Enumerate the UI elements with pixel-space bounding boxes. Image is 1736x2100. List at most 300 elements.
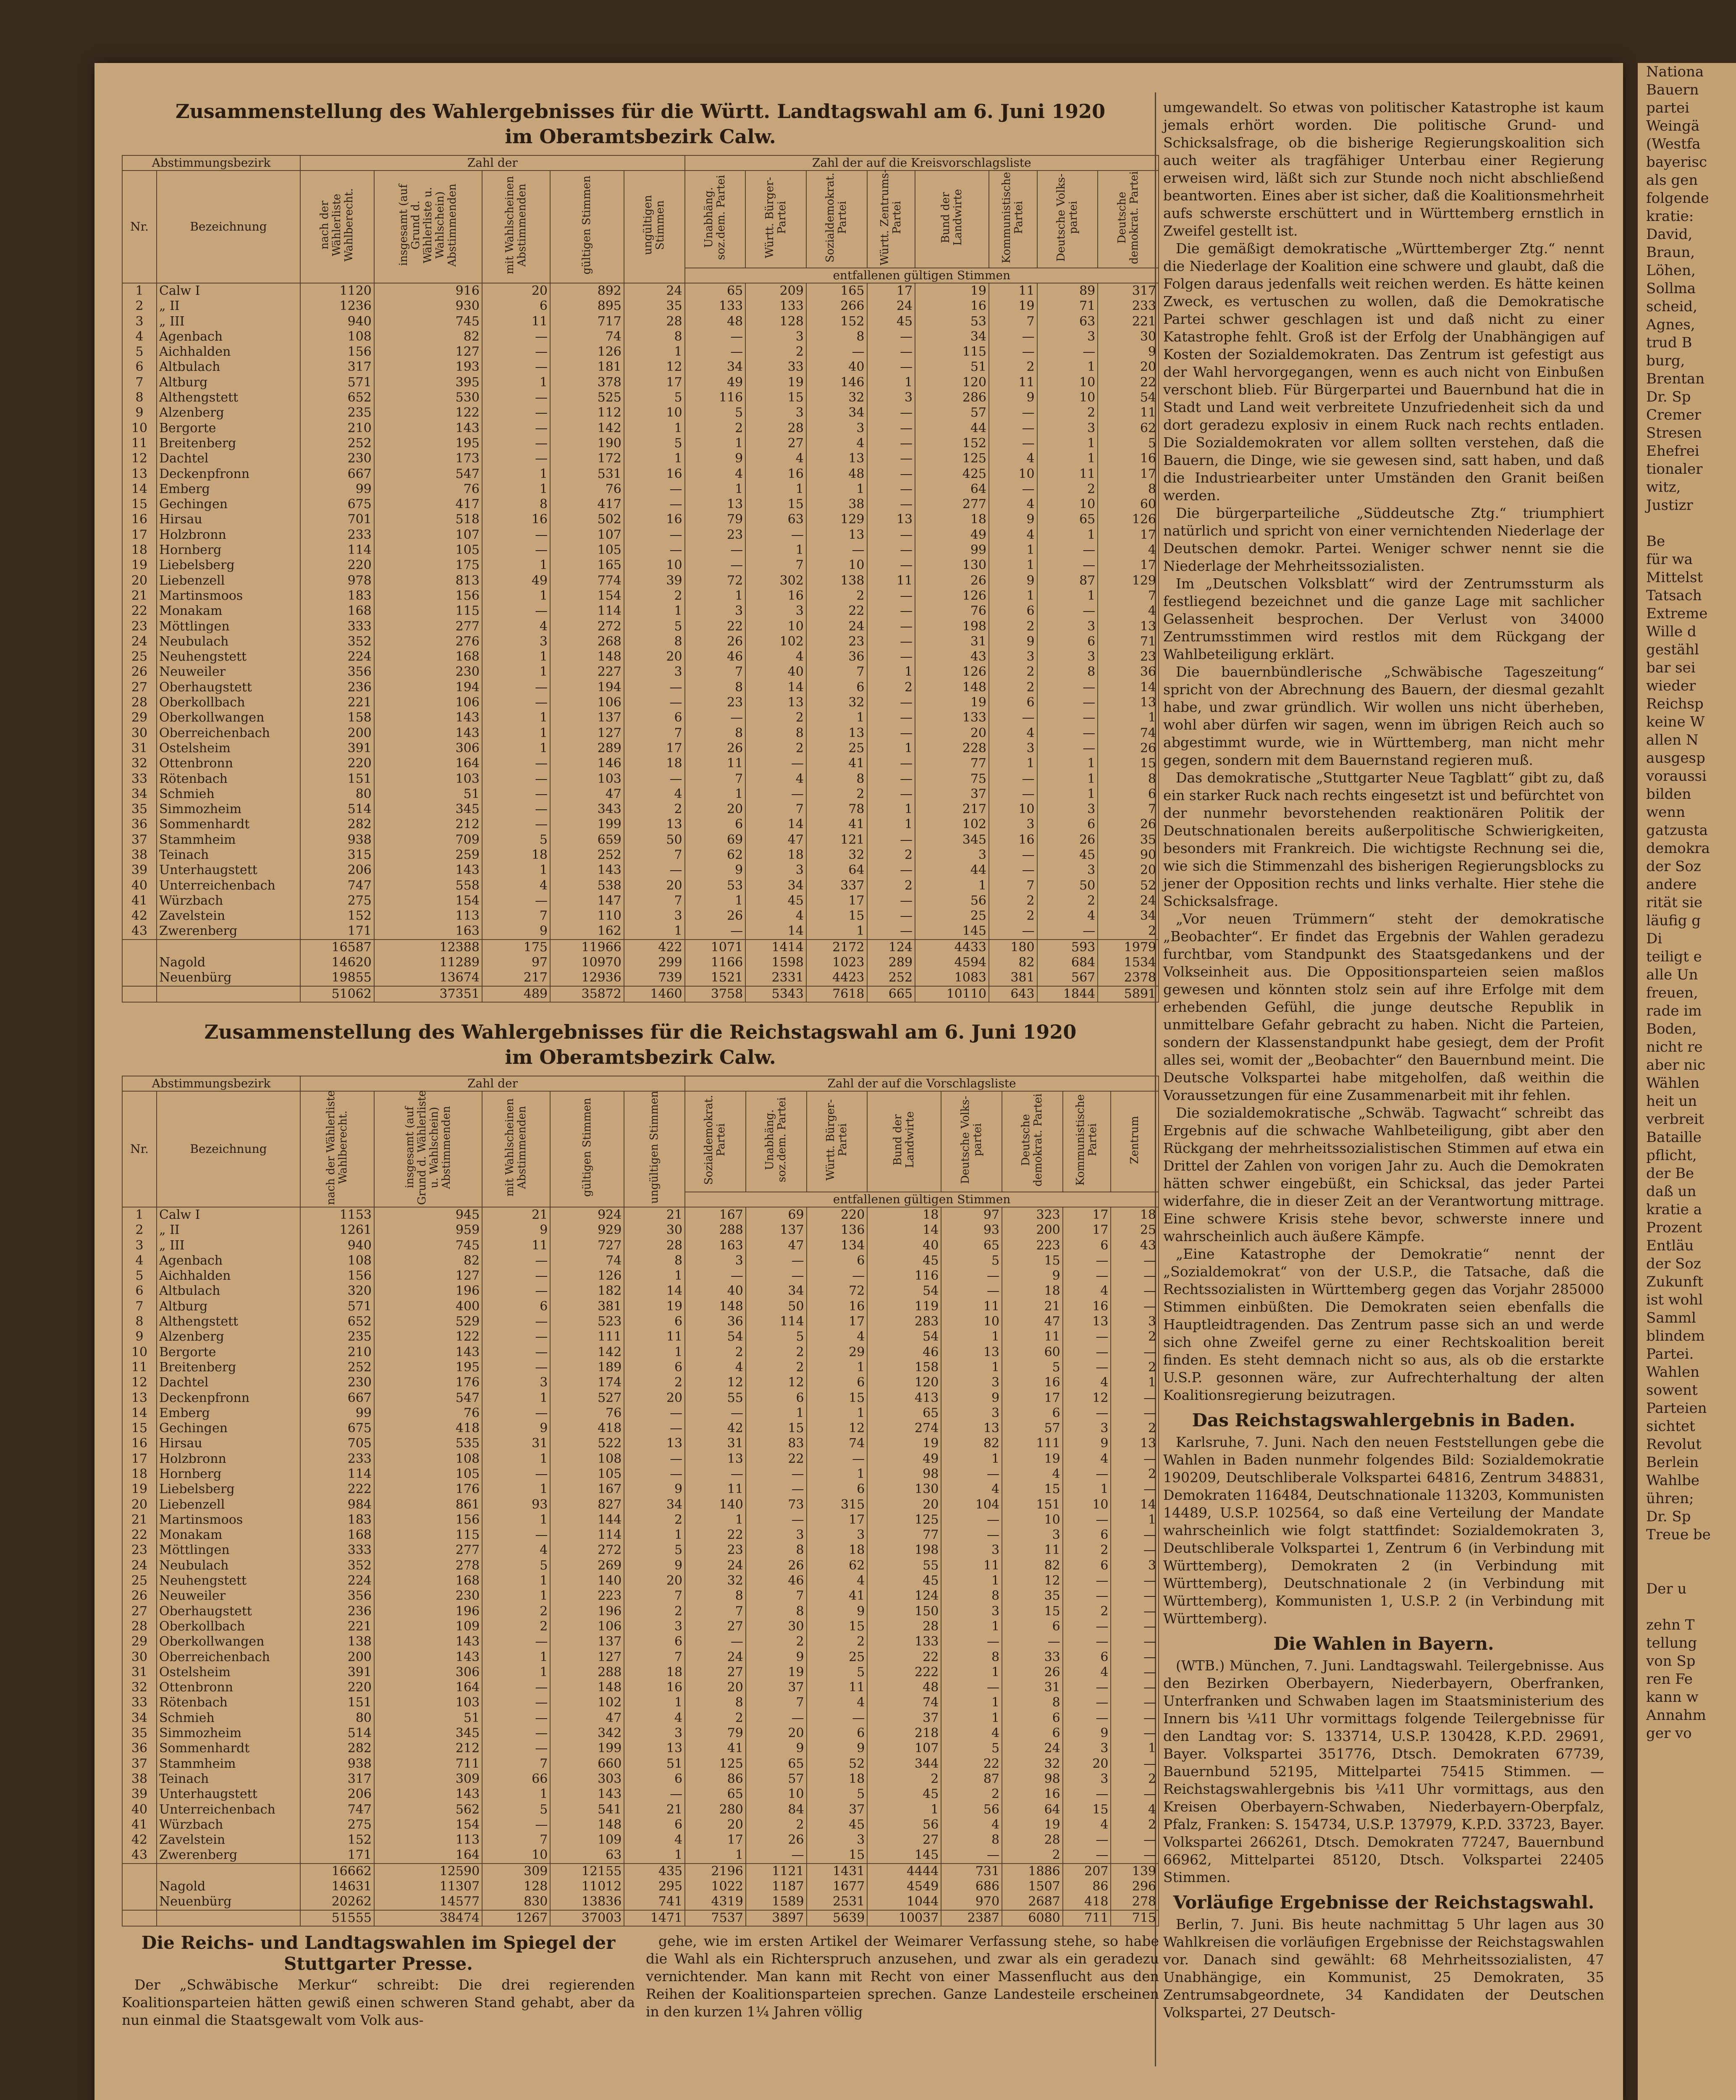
table-row [122, 1772, 1159, 1787]
table-cell: Würzbach [157, 893, 300, 908]
table-cell: 6 [807, 1482, 868, 1497]
table-cell: 31 [482, 1436, 550, 1451]
column-header-label: Deutsche Volks-partei [1054, 173, 1080, 262]
table-cell: 134 [807, 1238, 868, 1253]
table-cell: — [1063, 1832, 1111, 1848]
table-cell: 23 [1098, 649, 1159, 664]
table-cell: 15 [806, 908, 867, 924]
table-cell: 1 [482, 664, 550, 680]
table-cell: 36 [122, 1741, 157, 1756]
column-header-label: mit Wahlscheinen Abstimmenden [503, 1098, 529, 1197]
table-cell: 12 [1002, 1573, 1063, 1588]
table-cell: 50 [624, 832, 685, 848]
table-cell: 26 [915, 573, 989, 588]
table-cell: 38 [122, 848, 157, 863]
table-cell: 35 [1002, 1588, 1063, 1604]
table-cell: 323 [1002, 1207, 1063, 1223]
table-cell: 8 [746, 1543, 807, 1558]
table-cell: 181 [550, 360, 624, 375]
table-cell: 381 [550, 1299, 624, 1314]
table-row [122, 634, 1159, 649]
table-row [122, 283, 1159, 299]
table-cell: 26 [1098, 817, 1159, 832]
table-cell: Monakam [157, 1528, 300, 1543]
table-cell: Aichhalden [157, 344, 300, 360]
table-row [122, 375, 1159, 390]
table-cell: — [624, 1787, 685, 1802]
table-cell: 945 [374, 1207, 482, 1223]
table-cell: 105 [550, 543, 624, 558]
table-cell: 236 [300, 1604, 374, 1619]
table-cell: 1979 [1098, 940, 1159, 955]
table-cell: 299 [624, 955, 685, 970]
table-cell: 8 [941, 1832, 1002, 1848]
table-cell: — [1111, 1726, 1159, 1741]
table-cell: 4 [745, 451, 806, 466]
table-cell: 984 [300, 1497, 374, 1512]
table-cell: Martinsmoos [157, 1512, 300, 1528]
table-cell: Ottenbronn [157, 756, 300, 771]
table-cell: 2 [482, 1604, 550, 1619]
adjacent-page-line: Wahlen [1646, 1364, 1700, 1381]
table-cell: Liebenzell [157, 573, 300, 588]
table-cell: 148 [685, 1299, 746, 1314]
table-cell: 6 [807, 1253, 868, 1268]
table-cell: 2 [1111, 1421, 1159, 1436]
table-cell: 146 [550, 756, 624, 771]
table-cell: 37 [807, 1802, 868, 1817]
table-cell: 74 [550, 1253, 624, 1268]
table-cell: 26 [685, 741, 746, 756]
table-row [122, 405, 1159, 420]
table-cell: 9 [746, 1650, 807, 1665]
table-cell: — [1111, 1299, 1159, 1314]
table-cell: 5 [624, 436, 685, 451]
adjacent-page-edge [1638, 63, 1736, 2100]
table-cell: 20 [624, 1391, 685, 1406]
table-cell: — [989, 344, 1037, 360]
table-cell: 34 [1098, 908, 1159, 924]
adjacent-page-line: Justizr [1646, 497, 1693, 514]
table-cell: 4 [745, 772, 806, 787]
table-cell: 1460 [624, 986, 685, 1002]
adjacent-page-line [1638, 1544, 1736, 1562]
table-cell: 2 [685, 1345, 746, 1360]
table-cell: 711 [374, 1756, 482, 1772]
table-cell: 418 [550, 1421, 624, 1436]
table-cell: 72 [685, 573, 746, 588]
table-cell: 133 [745, 299, 806, 314]
table-cell: 19855 [300, 970, 374, 986]
table-cell: 6 [685, 817, 746, 832]
table-cell: — [624, 1421, 685, 1436]
table-cell: 21 [624, 1802, 685, 1817]
table-cell: 6 [1002, 1726, 1063, 1741]
table-cell: 21 [1002, 1299, 1063, 1314]
table-cell: 309 [482, 1864, 550, 1879]
table-cell: — [624, 497, 685, 512]
table-cell: 206 [300, 1787, 374, 1802]
table-cell: „ II [157, 299, 300, 314]
table-cell: 1 [482, 1573, 550, 1588]
table-cell: 5 [122, 1268, 157, 1284]
table-cell: 126 [915, 664, 989, 680]
table-cell: 938 [300, 1756, 374, 1772]
table-cell: — [1063, 1329, 1111, 1344]
table-cell: Sommenhardt [157, 1741, 300, 1756]
table-cell: — [867, 908, 915, 924]
table-cell: 1534 [1098, 955, 1159, 970]
table-cell: 288 [550, 1665, 624, 1680]
table-cell: — [867, 451, 915, 466]
table-cell: 93 [941, 1223, 1002, 1238]
table-cell: 5 [685, 405, 746, 420]
table-cell: 154 [550, 588, 624, 604]
table-cell: 207 [1063, 1864, 1111, 1879]
table-cell: 1261 [300, 1223, 374, 1238]
table-cell: 45 [867, 1787, 941, 1802]
table-cell: 283 [867, 1314, 941, 1329]
table-cell: 1 [482, 1512, 550, 1528]
table-cell: 547 [374, 1391, 482, 1406]
adjacent-page-line: Bauern [1646, 81, 1699, 98]
table-cell: 64 [915, 482, 989, 497]
table-cell: 51 [624, 1756, 685, 1772]
table-cell: 126 [550, 1268, 624, 1284]
table-cell: 27 [685, 1665, 746, 1680]
table-cell: 2 [746, 1634, 807, 1649]
table-cell: 16587 [300, 940, 374, 955]
table-cell: — [1111, 1391, 1159, 1406]
table-cell: 210 [300, 1345, 374, 1360]
table-cell: 9 [941, 1391, 1002, 1406]
table-cell: — [482, 1695, 550, 1710]
table-cell: 3 [989, 817, 1037, 832]
table-cell: — [1111, 1650, 1159, 1665]
table-cell: 1 [685, 436, 746, 451]
table-cell: 5 [482, 1802, 550, 1817]
table-cell: Ottenbronn [157, 1680, 300, 1695]
table-cell: 28 [122, 1619, 157, 1634]
table-cell: 76 [374, 1406, 482, 1421]
table-cell: Simmozheim [157, 802, 300, 817]
table-cell: — [867, 863, 915, 878]
table-cell: 2 [1037, 405, 1098, 420]
adjacent-page-line: Be [1646, 533, 1665, 550]
table-cell: 1 [941, 1695, 1002, 1710]
table-cell: 17 [807, 1512, 868, 1528]
table-cell: — [685, 1467, 746, 1482]
table-cell: 11 [867, 573, 915, 588]
table-cell: 220 [300, 558, 374, 573]
adjacent-page-line: verbreit [1646, 1111, 1705, 1128]
table-cell: 183 [300, 588, 374, 604]
table-cell: 51 [915, 360, 989, 375]
table-cell: 1 [624, 1528, 685, 1543]
table-cell: 1 [624, 604, 685, 619]
table-cell: 24 [806, 619, 867, 634]
table-cell: 3 [1037, 421, 1098, 436]
table-cell: — [989, 436, 1037, 451]
table-cell: — [989, 924, 1037, 939]
table-cell: 1677 [807, 1879, 868, 1894]
table-cell: 63 [745, 512, 806, 527]
table-cell: 3 [807, 1528, 868, 1543]
table-cell: 1 [482, 1665, 550, 1680]
table-cell: 252 [550, 848, 624, 863]
table-cell: 4 [1063, 1817, 1111, 1832]
table-row [122, 695, 1159, 710]
table-cell: 38 [122, 1772, 157, 1787]
table-cell: 320 [300, 1284, 374, 1299]
table-cell: 24 [685, 1650, 746, 1665]
table-cell: 288 [685, 1223, 746, 1238]
column-header [867, 1091, 941, 1192]
table-cell: — [867, 710, 915, 725]
article-paragraph: Die bürgerparteiliche „Süddeutsche Ztg.“ triumphiert natürlich und spricht von einer vernichtenden Niederlage der Deutschen demokr. Partei. Weniger schwer nennt sie die Niederlage der Mehrheitssozialisten. [1163, 505, 1604, 574]
table-cell: 8 [941, 1588, 1002, 1604]
table-row [122, 710, 1159, 725]
table-cell: 82 [941, 1436, 1002, 1451]
table-row [122, 1238, 1159, 1253]
column-header-label: Württ. Bürger-Partei [824, 1099, 849, 1181]
table-cell: 156 [374, 1512, 482, 1528]
table-cell: 156 [374, 588, 482, 604]
table-cell: Oberkollwangen [157, 710, 300, 725]
table-cell: 7 [685, 664, 746, 680]
table-cell: 14 [745, 817, 806, 832]
table-cell: — [1002, 1634, 1063, 1649]
column-header [624, 171, 685, 283]
table-cell: 76 [915, 604, 989, 619]
table-cell: 2 [867, 878, 915, 893]
table-cell: 106 [550, 1619, 624, 1634]
table-cell: — [1111, 1711, 1159, 1726]
column-header-label: Kommunistische Partei [1074, 1094, 1099, 1186]
table-cell: 1431 [807, 1864, 868, 1879]
table-cell: 140 [685, 1497, 746, 1512]
table-cell: — [482, 405, 550, 420]
table-cell: 1 [915, 878, 989, 893]
adjacent-page-line: Extreme [1646, 605, 1708, 622]
table-cell: 395 [374, 375, 482, 390]
header-entfallen: entfallenen gültigen Stimmen [685, 1192, 1159, 1207]
table-cell: 259 [374, 848, 482, 863]
table-cell: 12 [685, 1375, 746, 1390]
table-cell: Oberreichenbach [157, 726, 300, 741]
table-cell: 90 [1098, 848, 1159, 863]
table-cell: 8 [685, 726, 746, 741]
table-cell: Teinach [157, 1772, 300, 1787]
table-cell: 143 [550, 863, 624, 878]
table-cell: — [867, 482, 915, 497]
table-cell: 10 [122, 1345, 157, 1360]
table-cell: 717 [550, 314, 624, 329]
table-cell: — [1037, 543, 1098, 558]
table-cell: 4 [807, 1573, 868, 1588]
table-cell: 111 [550, 1329, 624, 1344]
table-cell: 20 [122, 573, 157, 588]
table-cell: 56 [941, 1802, 1002, 1817]
table-row [122, 1512, 1159, 1528]
adjacent-page-line: Partei. [1646, 1346, 1694, 1362]
table-cell: 745 [374, 314, 482, 329]
table-cell: 22 [1098, 375, 1159, 390]
column-header [746, 1091, 807, 1192]
header-row [122, 155, 1159, 171]
table-cell: 5 [1002, 1360, 1063, 1375]
table-cell: 3 [624, 664, 685, 680]
table-cell: 46 [685, 649, 746, 664]
table-cell: 5 [941, 1253, 1002, 1268]
table-cell: — [745, 787, 806, 802]
table-cell: 1 [989, 543, 1037, 558]
table-cell: — [1037, 695, 1098, 710]
table-cell: 52 [807, 1756, 868, 1772]
presse-text-b: gehe, wie im ersten Artikel der Weimarer Verfassung stehe, so habe die Wahl als ein Richterspruch anzusehen, und zwar als ein geradezu vernichtender. Man kann mit Recht von einer Massenflucht aus den Reihen der Koalitionsparteien sprechen. Ganze Landesteile erscheinen in den kurzen 1¼ Jahren völlig [646, 1932, 1159, 2020]
table-row [122, 908, 1159, 924]
adjacent-page-line: David, [1646, 226, 1693, 243]
table-cell: 43 [915, 649, 989, 664]
table-cell: — [1111, 1573, 1159, 1588]
table-cell: 76 [550, 482, 624, 497]
table-cell: Schmieh [157, 1711, 300, 1726]
table-cell: Unterreichenbach [157, 1802, 300, 1817]
table-cell: — [1037, 344, 1098, 360]
table-cell: 4 [806, 436, 867, 451]
table-cell: 28 [624, 314, 685, 329]
adjacent-page-line: kratie a [1646, 1201, 1702, 1218]
table-cell: 295 [624, 1879, 685, 1894]
table-cell: 940 [300, 314, 374, 329]
table-cell: — [989, 405, 1037, 420]
table-cell: 9 [482, 1223, 550, 1238]
table-cell: 489 [482, 986, 550, 1002]
table-cell: 230 [300, 451, 374, 466]
table-cell: 6 [1037, 634, 1098, 649]
table-cell: 32 [122, 756, 157, 771]
table-cell: 10110 [915, 986, 989, 1002]
table-cell: — [941, 1284, 1002, 1299]
table-cell: 47 [746, 1238, 807, 1253]
table-cell: — [685, 344, 746, 360]
column-header-label: ungültigen Stimmen [648, 1091, 661, 1204]
table-cell: — [867, 497, 915, 512]
table-cell: 31 [685, 1436, 746, 1451]
table-cell: 142 [550, 421, 624, 436]
total-row [122, 1910, 1159, 1926]
table-cell: — [1063, 1512, 1111, 1528]
table-cell: 26 [746, 1558, 807, 1573]
table-cell: — [1111, 1756, 1159, 1772]
table-cell: 152 [300, 1832, 374, 1848]
table-cell: 435 [624, 1864, 685, 1879]
table-cell: 33 [122, 1695, 157, 1710]
table-cell: — [482, 1268, 550, 1284]
table-cell: — [685, 543, 746, 558]
table-cell: 4423 [806, 970, 867, 986]
table-cell: — [746, 1268, 807, 1284]
table-cell: 19 [122, 1482, 157, 1497]
table-cell: 352 [300, 634, 374, 649]
table-cell: 3 [746, 1528, 807, 1543]
table-cell: 667 [300, 1391, 374, 1406]
table-cell: — [685, 1634, 746, 1649]
table-cell: 40 [122, 1802, 157, 1817]
table-cell: 13 [1098, 619, 1159, 634]
adjacent-page-line: voraussi [1646, 768, 1707, 785]
table-cell: 47 [550, 787, 624, 802]
table-cell [122, 1910, 157, 1926]
table-cell: 156 [300, 1268, 374, 1284]
table-cell: 303 [550, 1772, 624, 1787]
table-cell: 11 [122, 436, 157, 451]
table-cell: 727 [550, 1238, 624, 1253]
table-cell: 172 [550, 451, 624, 466]
table-cell: 3 [1063, 1421, 1111, 1436]
table-cell: 126 [1098, 512, 1159, 527]
table-cell: 104 [941, 1497, 1002, 1512]
table-cell: 277 [374, 1543, 482, 1558]
table-cell: 18 [482, 848, 550, 863]
adjacent-page-line: Annahm [1646, 1707, 1706, 1724]
table-cell: 150 [867, 1604, 941, 1619]
table-cell: 65 [1037, 512, 1098, 527]
table-cell: 1 [624, 1268, 685, 1284]
table-cell: Hornberg [157, 1467, 300, 1482]
table-cell: 86 [685, 1772, 746, 1787]
table-cell: 143 [374, 1787, 482, 1802]
table-cell: 278 [374, 1558, 482, 1573]
table-cell: Altburg [157, 375, 300, 390]
table-row [122, 1604, 1159, 1619]
table-cell: Möttlingen [157, 619, 300, 634]
table-cell: 6 [1002, 1619, 1063, 1634]
table-cell: 49 [482, 573, 550, 588]
table-cell: 9 [989, 390, 1037, 405]
landtag-results-table [122, 155, 1159, 1003]
table-cell: 1 [1037, 360, 1098, 375]
table-cell: 25 [1111, 1223, 1159, 1238]
table-cell: — [807, 1711, 868, 1726]
table-cell: 24 [122, 634, 157, 649]
column-header [685, 171, 746, 268]
table-cell: 164 [374, 1680, 482, 1695]
table-cell: Rötenbach [157, 772, 300, 787]
table-cell: 63 [1037, 314, 1098, 329]
table-cell: 23 [685, 528, 746, 543]
table-cell: 1 [122, 1207, 157, 1223]
table-cell: 71 [1037, 299, 1098, 314]
table-cell: — [1111, 1848, 1159, 1863]
table-cell: 114 [300, 1467, 374, 1482]
adjacent-page-line: von Sp [1646, 1653, 1696, 1670]
table-cell: Stammheim [157, 832, 300, 848]
table-cell: — [989, 482, 1037, 497]
table-cell: 31 [1002, 1680, 1063, 1695]
table-cell: 140 [550, 1573, 624, 1588]
table-cell: 200 [300, 726, 374, 741]
header-bezirk: Abstimmungsbezirk [122, 155, 300, 171]
table-cell: Stammheim [157, 1756, 300, 1772]
table-cell: 2 [867, 848, 915, 863]
table-cell: 1 [807, 1467, 868, 1482]
column-header [1111, 1091, 1159, 1192]
table-cell: 29 [122, 1634, 157, 1649]
table-cell: — [482, 1634, 550, 1649]
adjacent-page-line: Nationa [1646, 63, 1704, 80]
table-cell: 16 [624, 467, 685, 482]
